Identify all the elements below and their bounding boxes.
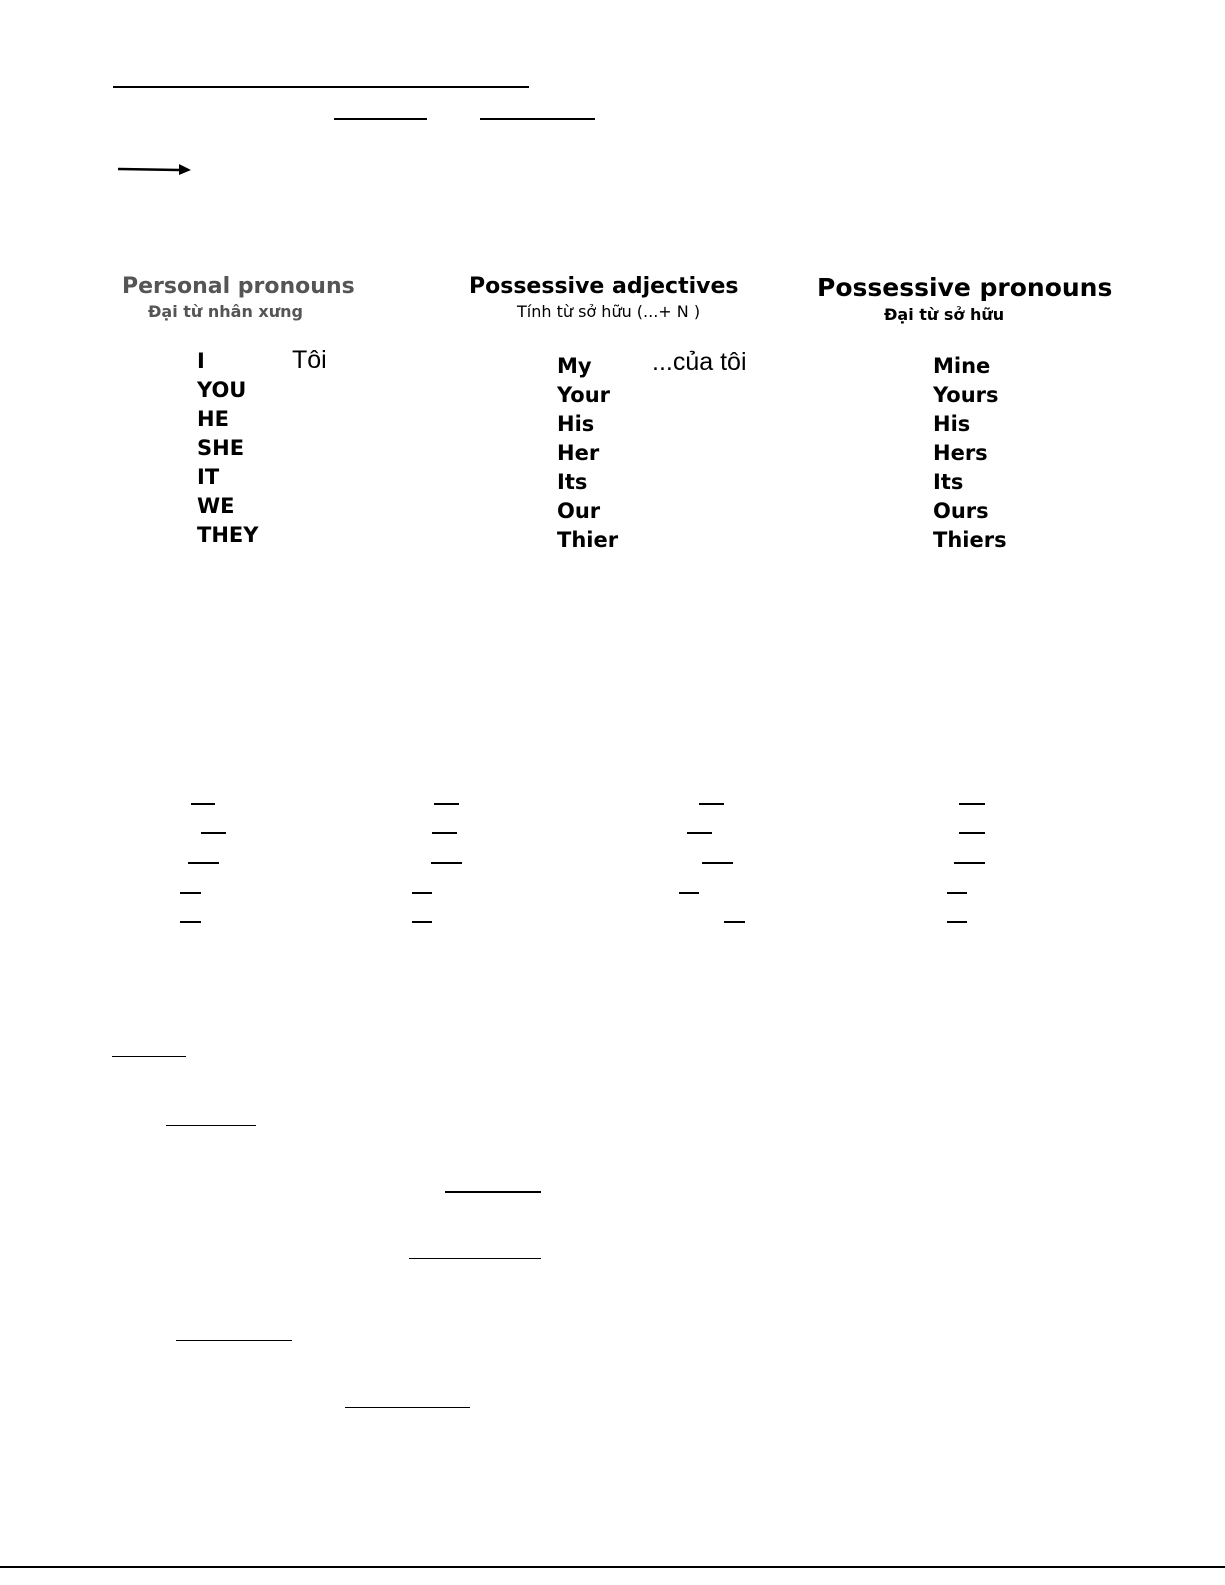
list-item: Its (933, 470, 964, 494)
list-item: Its (557, 470, 588, 494)
blank-line (191, 803, 215, 805)
possessive-adjectives-list (557, 352, 618, 555)
list-item: My (557, 354, 592, 378)
list-item: SHE (197, 436, 245, 460)
blank-line (409, 1258, 541, 1259)
blank-line (431, 862, 462, 864)
possessive-adjectives-title: Possessive adjectives (469, 274, 739, 299)
adjectives-example-translation: ...của tôi (652, 348, 747, 376)
page-bottom-border (0, 1566, 1225, 1568)
blank-line (434, 803, 459, 805)
personal-pronouns-subtitle: Đại từ nhân xưng (148, 302, 303, 321)
blank-line (959, 803, 985, 805)
blank-line (687, 832, 712, 834)
blank-line (959, 832, 985, 834)
blank-line (201, 832, 226, 834)
blank-line (702, 862, 733, 864)
list-item: Mine (933, 354, 991, 378)
list-item: Your (557, 383, 611, 407)
blank-line (679, 892, 699, 894)
possessive-pronouns-title: Possessive pronouns (817, 273, 1113, 302)
blank-line (188, 862, 219, 864)
blank-line (954, 862, 985, 864)
list-item: Her (557, 441, 600, 465)
list-item: Yours (933, 383, 999, 407)
blank-line (947, 921, 967, 923)
list-item: Hers (933, 441, 988, 465)
personal-pronouns-list (197, 347, 258, 550)
blank-line (180, 921, 201, 923)
list-item: His (557, 412, 595, 436)
blank-line (412, 892, 432, 894)
blank-line (180, 892, 201, 894)
blank-line (445, 1191, 541, 1193)
list-item: YOU (197, 378, 247, 402)
blank-line (412, 921, 432, 923)
list-item: His (933, 412, 971, 436)
list-item: WE (197, 494, 235, 518)
blank-line (432, 832, 457, 834)
right-arrow-icon (117, 162, 192, 178)
list-item: Thiers (933, 528, 1007, 552)
blank-line (176, 1340, 292, 1341)
blank-line (699, 803, 724, 805)
blank-line (166, 1125, 256, 1126)
list-item: Thier (557, 528, 619, 552)
blank-underline-2 (480, 118, 595, 120)
blank-line (724, 921, 745, 923)
list-item: Our (557, 499, 601, 523)
list-item: I (197, 349, 205, 373)
personal-example-translation: Tôi (292, 346, 327, 374)
possessive-pronouns-list (933, 352, 1007, 555)
blank-underline-1 (334, 118, 427, 120)
list-item: IT (197, 465, 220, 489)
personal-pronouns-title: Personal pronouns (122, 274, 355, 299)
top-heading-underline (113, 86, 529, 88)
blank-line (947, 892, 967, 894)
possessive-pronouns-subtitle: Đại từ sở hữu (884, 305, 1005, 324)
blank-line (345, 1407, 470, 1408)
possessive-adjectives-subtitle: Tính từ sở hữu (...+ N ) (517, 302, 701, 321)
list-item: THEY (197, 523, 259, 547)
list-item: Ours (933, 499, 989, 523)
list-item: HE (197, 407, 229, 431)
blank-line (112, 1056, 186, 1057)
